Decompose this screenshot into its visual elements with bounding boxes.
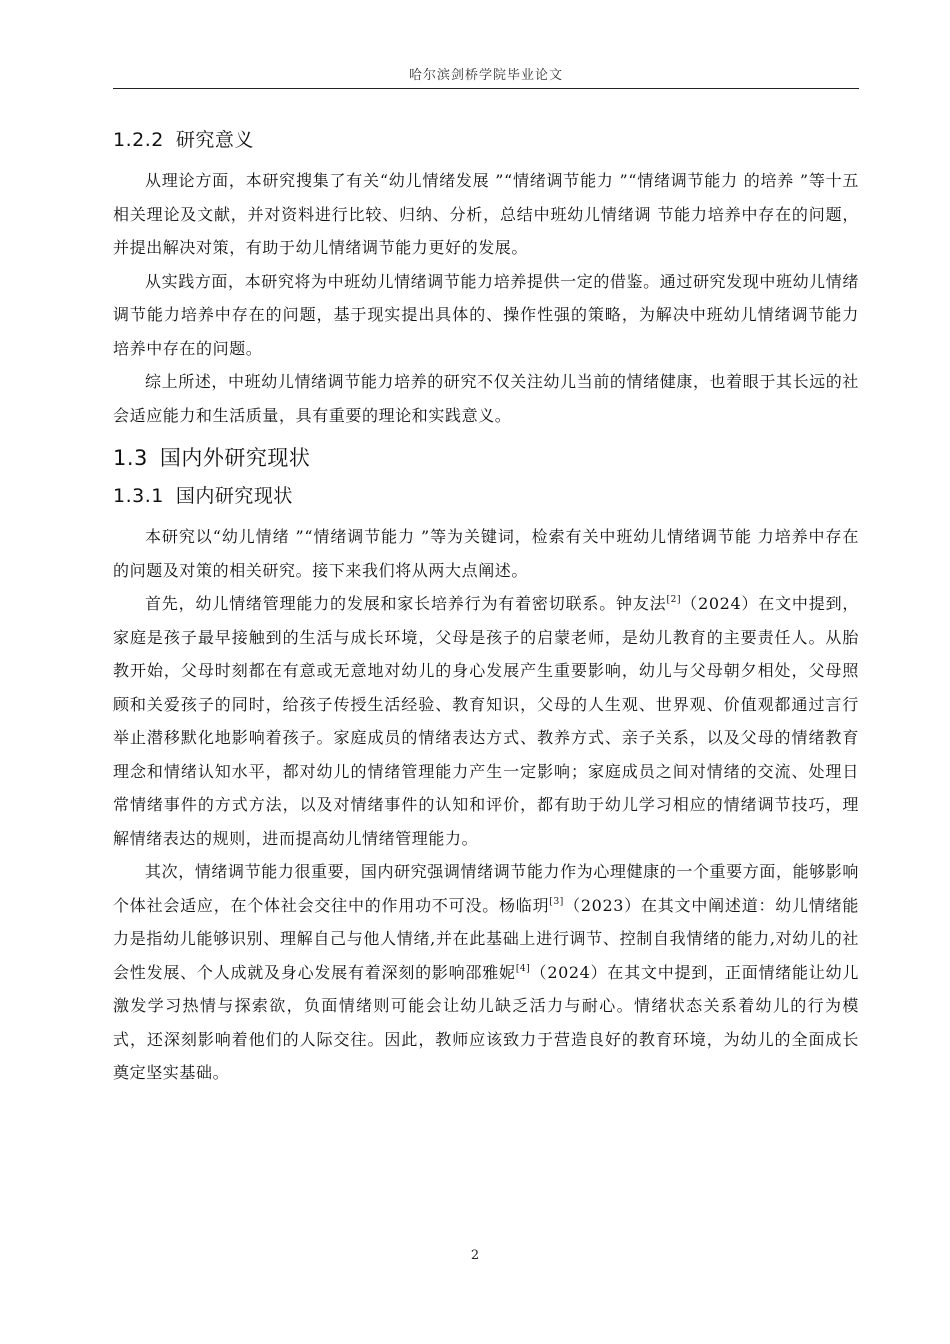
paragraph-text: 其次，情绪调节能力很重要，国内研究强调情绪调节能力作为心理健康的一个重要方面，能够影响个体社会适应，在个体社会交往中的作用功不可没。杨临玥	[113, 862, 859, 915]
citation-marker: [3]	[549, 896, 564, 907]
heading-title: 国内研究现状	[175, 485, 293, 507]
running-header: 哈尔滨剑桥学院毕业论文	[408, 68, 563, 83]
paragraph-text: 首先，幼儿情绪管理能力的发展和家长培养行为有着密切联系。钟友法	[145, 594, 667, 613]
paragraph: 从实践方面，本研究将为中班幼儿情绪调节能力培养提供一定的借鉴。通过研究发现中班幼儿情绪调节能力培养中存在的问题，基于现实提出具体的、操作性强的策略，为解决中班幼儿情绪调节能力培养中存在的问题。	[113, 271, 859, 358]
heading-number: 1.3	[113, 446, 148, 470]
paragraph-text: （2024）在文中提到，家庭是孩子最早接触到的生活与成长环境，父母是孩子的启蒙老师，是幼儿教育的主要责任人。从胎教开始，父母时刻都在有意或无意地对幼儿的身心发展产生重要影响，幼儿与父母朝夕相处，父母照顾和关爱孩子的同时，给孩子传授生活经验、教育知识，父母的人生观、世界观、价值观都通过言行举止潜移默化地影响着孩子。家庭成员的情绪表达方式、教养方式、亲子关系，以及父母的情绪教育理念和情绪认知水平，都对幼儿的情绪管理能力产生一定影响；家庭成员之间对情绪的交流、处理日常情绪事件的方式方法，以及对情绪事件的认知和评价，都有助于幼儿学习相应的情绪调节技巧，理解情绪表达的规则，进而提高幼儿情绪管理能力。	[113, 594, 860, 848]
heading-1-3	[113, 442, 859, 474]
heading-title: 研究意义	[175, 129, 254, 151]
page-number: 2	[470, 1248, 480, 1263]
heading-number: 1.3.1	[113, 485, 164, 507]
page-body	[113, 118, 859, 1090]
heading-1-3-1	[113, 482, 859, 510]
citation-marker: [4]	[515, 963, 531, 974]
heading-1-2-2	[113, 126, 859, 154]
paragraph	[113, 855, 859, 1090]
heading-title: 国内外研究现状	[159, 446, 311, 470]
paragraph	[113, 587, 859, 855]
paragraph-text: （2023）在其文中阐述道：幼儿情绪能力是指幼儿能够识别、理解自己与他人情绪,并在此基础上进行调节、控制自我情绪的能力,对幼儿的社会性发展、个人成就及身心发展有着深刻的影响邵雅妮	[113, 895, 859, 982]
heading-number: 1.2.2	[113, 129, 164, 151]
header-rule	[113, 88, 859, 89]
citation-marker: [2]	[666, 595, 682, 605]
paragraph: 从理论方面，本研究搜集了有关“幼儿情绪发展 ”“情绪调节能力 ”“情绪调节能力 的培养 ”等十五相关理论及文献，并对资料进行比较、归纳、分析，总结中班幼儿情绪调 节能力培养中存在的问题，并提出解决对策，有助于幼儿情绪调节能力更好的发展。	[113, 171, 859, 257]
paragraph: 本研究以“幼儿情绪 ”“情绪调节能力 ”等为关键词，检索有关中班幼儿情绪调节能 力培养中存在的问题及对策的相关研究。接下来我们将从两大点阐述。	[113, 527, 859, 580]
paragraph-text: （2024）在其文中提到，正面情绪能让幼儿激发学习热情与探索欲，负面情绪则可能会让幼儿缺乏活力与耐心。情绪状态关系着幼儿的行为模式，还深刻影响着他们的人际交往。因此，教师应该致力于营造良好的教育环境，为幼儿的全面成长奠定坚实基础。	[113, 962, 859, 1082]
paragraph: 综上所述，中班幼儿情绪调节能力培养的研究不仅关注幼儿当前的情绪健康，也着眼于其长远的社会适应能力和生活质量，具有重要的理论和实践意义。	[113, 372, 859, 425]
